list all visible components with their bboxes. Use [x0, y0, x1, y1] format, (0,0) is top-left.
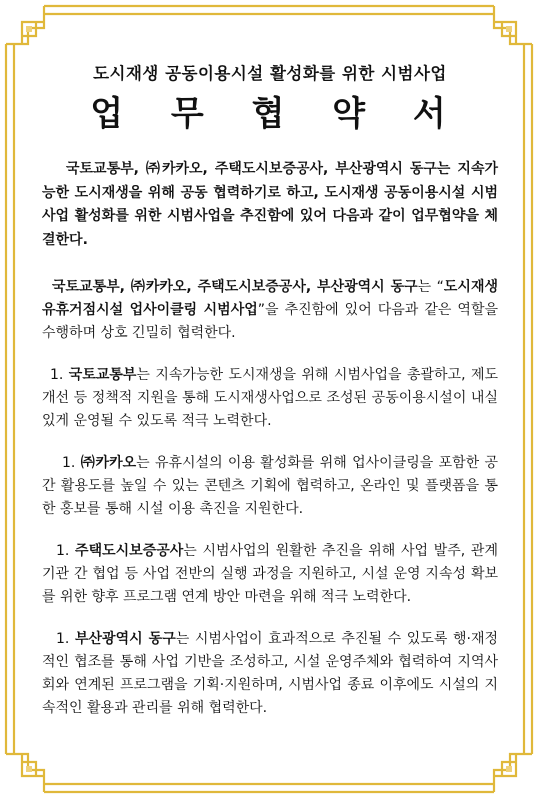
roles-rest: ”을 추진함에 있어 다음과 같은 역할을 수행하며 상호 긴밀히 협력한다.: [42, 302, 498, 341]
clause-text: 는 시범사업의 원활한 추진을 위해 사업 발주, 관계기관 간 협업 등 사업 전반의 실행 과정을 지원하고, 시설 운영 지속성 확보를 위한 향후 프로그램 연계 방안 마련을 위해 적극 노력한다.: [42, 543, 498, 605]
document-title: 업 무 협 약 서: [90, 94, 464, 134]
clause-text: 는 시범사업이 효과적으로 추진될 수 있도록 행·재정적인 협조를 통해 사업 기반을 조성하고, 시설 운영주체와 협력하여 지역사회와 연계된 프로그램을 기획·지원하며, 시범사업 종료 이후에도 시설의 지속적인 활용과 관리를 위해 협력한다.: [42, 631, 499, 716]
corner-dot-bottom-left: [26, 766, 32, 772]
document-subtitle: 도시재생 공동이용시설 활성화를 위한 시범사업: [93, 64, 447, 83]
roles-parties: 국토교통부, ㈜카카오, 주택도시보증공사, 부산광역시 동구: [52, 279, 418, 295]
clause-number: 1.: [50, 367, 64, 383]
clause-number: 1.: [56, 631, 70, 647]
clause-number: 1.: [56, 543, 70, 559]
roles-paragraph: [42, 276, 498, 345]
corner-ornament-top-left: [6, 6, 44, 44]
clause-text: 는 지속가능한 도시재생을 위해 시범사업을 총괄하고, 제도 개선 등 정책적 지원을 통해 도시재생사업으로 조성된 공동이용시설이 내실있게 운영될 수 있도록 적극 노력한다.: [42, 367, 499, 429]
corner-ornament-bottom-right: [494, 754, 532, 792]
clause-item: [42, 452, 498, 521]
clause-party: 국토교통부: [68, 367, 137, 383]
intro-paragraph: 국토교통부, ㈜카카오, 주택도시보증공사, 부산광역시 동구는 지속가능한 도시재생을 위해 공동 협력하기로 하고, 도시재생 공동이용시설 시범사업 활성화를 위한 시범사업을 추진함에 있어 다음과 같이 업무협약을 체결한다.: [42, 161, 498, 248]
document-body: [42, 62, 498, 720]
clause-item: [42, 628, 498, 720]
corner-dot-top-right: [506, 26, 512, 32]
clause-item: [42, 540, 498, 609]
clause-text: 는 유휴시설의 이용 활성화를 위해 업사이클링을 포함한 공간 활용도를 높일 수 있는 콘텐츠 기획에 협력하고, 온라인 및 플랫폼을 통한 홍보를 통해 시설 이용 촉진을 지원한다.: [42, 455, 498, 517]
roles-middle: 는 “: [417, 279, 444, 295]
corner-ornament-bottom-left: [6, 754, 44, 792]
clause-number: 1.: [62, 455, 76, 471]
clause-item: [42, 364, 498, 433]
roles-project-name: 도시재생 유휴거점시설 업사이클링 시범사업: [42, 279, 498, 318]
clause-party: ㈜카카오: [80, 455, 137, 471]
corner-dot-top-left: [26, 26, 32, 32]
clause-party: 주택도시보증공사: [75, 543, 184, 559]
corner-dot-bottom-right: [506, 766, 512, 772]
corner-ornament-top-right: [494, 6, 532, 44]
clause-party: 부산광역시 동구: [75, 631, 176, 647]
